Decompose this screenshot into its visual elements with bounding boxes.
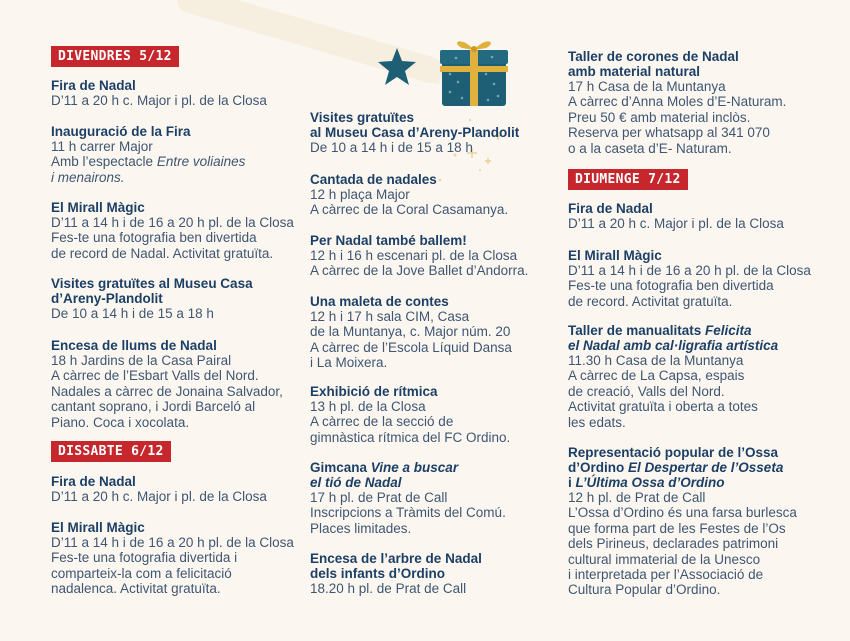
event-line: 12 h i 17 h sala CIM, Casa xyxy=(310,309,470,324)
event-title: El Mirall Màgic xyxy=(51,200,145,215)
event-title: Inauguració de la Fira xyxy=(51,124,191,139)
event-title: Taller de corones de Nadal xyxy=(568,49,739,64)
event-line: gimnàstica rítmica del FC Ordino. xyxy=(310,429,511,445)
event-line: 12 h plaça Major xyxy=(310,187,410,202)
event-line: A càrrec de La Capsa, espais xyxy=(568,368,745,384)
event-title: Encesa de llums de Nadal xyxy=(51,338,217,353)
event-title-italic: El Despertar de l’Osseta xyxy=(628,460,784,475)
day-badge-friday: DIVENDRES 5/12 xyxy=(51,46,179,67)
event-line: de record. Activitat gratuïta. xyxy=(568,293,733,309)
day-badge-sunday: DIUMENGE 7/12 xyxy=(568,169,688,190)
event-maleta-contes xyxy=(310,294,555,371)
event-title: d’Areny-Plandolit xyxy=(51,291,163,306)
event-title xyxy=(310,460,555,475)
event-encesa-arbre xyxy=(310,551,555,596)
event-line: de record de Nadal. Activitat gratuïta. xyxy=(51,245,274,261)
event-text: Amb l’espectacle xyxy=(51,154,157,170)
event-title: Cantada de nadales xyxy=(310,172,437,187)
event-gimcana xyxy=(310,460,555,536)
event-line: dels Pirineus, declarades patrimoni xyxy=(568,536,779,552)
event-title-text: d’Ordino xyxy=(568,460,628,475)
event-line xyxy=(51,170,296,185)
event-title-italic: el Nadal amb cal·ligrafia artística xyxy=(568,338,779,353)
event-line: Activitat gratuïta i oberta a totes xyxy=(568,399,758,415)
event-ossa-ordino xyxy=(568,445,838,598)
event-title: al Museu Casa d’Areny-Plandolit xyxy=(310,125,520,140)
event-line: D’11 a 14 h i de 16 a 20 h pl. de la Closa xyxy=(51,215,294,230)
event-line: A càrrec de l’Esbart Valls del Nord. xyxy=(51,368,259,384)
event-title: Per Nadal també ballem! xyxy=(310,233,467,248)
event-line xyxy=(51,154,296,169)
event-title: Visites gratuïtes xyxy=(310,110,415,125)
event-inauguracio xyxy=(51,124,296,185)
event-title-text: i xyxy=(568,475,576,490)
event-mirall-fri xyxy=(51,200,296,261)
event-cantada-nadales xyxy=(310,172,555,218)
event-line: 12 h pl. de Prat de Call xyxy=(568,490,706,505)
event-line: Fes-te una fotografia ben divertida xyxy=(51,230,257,246)
event-line: D’11 a 20 h c. Major i pl. de la Closa xyxy=(568,216,784,231)
event-title: Encesa de l’arbre de Nadal xyxy=(310,551,482,566)
event-line: que forma part de les Festes de l’Os xyxy=(568,520,786,536)
event-title-italic: i menairons. xyxy=(51,169,125,185)
event-title: Fira de Nadal xyxy=(51,78,136,93)
event-line: A càrrec de la Jove Ballet d’Andorra. xyxy=(310,263,529,279)
event-exhibicio-ritmica xyxy=(310,384,555,445)
gift-icon xyxy=(436,30,512,110)
event-line: Preu 50 € amb material inclòs. xyxy=(568,109,751,125)
event-title: amb material natural xyxy=(568,64,701,79)
event-line: D’11 a 20 h c. Major i pl. de la Closa xyxy=(51,489,267,504)
event-encesa-llums xyxy=(51,338,296,430)
event-title xyxy=(310,475,555,490)
day-badge-saturday: DISSABTE 6/12 xyxy=(51,441,171,462)
event-line: Cultura Popular d’Ordino. xyxy=(568,582,721,598)
event-title-italic: Entre voliaines xyxy=(156,154,246,170)
event-line: A càrrec de l’Escola Líquid Dansa xyxy=(310,339,512,355)
event-line: Fes-te una fotografia divertida i xyxy=(51,550,238,566)
event-title-italic: el tió de Nadal xyxy=(310,475,402,490)
event-title: Fira de Nadal xyxy=(568,201,653,216)
event-title xyxy=(568,475,838,490)
event-line: o a la caseta d’E- Naturam. xyxy=(568,140,732,156)
event-line: i interpretada per l’Associació de xyxy=(568,567,764,583)
event-title-text: Taller de manualitats xyxy=(568,323,706,338)
event-fira-nadal-fri xyxy=(51,78,296,108)
event-line: 13 h pl. de la Closa xyxy=(310,399,426,414)
event-line: nadalenca. Activitat gratuïta. xyxy=(51,581,221,597)
event-line: comparteix-la com a felicitació xyxy=(51,565,232,581)
event-title: El Mirall Màgic xyxy=(568,248,662,263)
event-line: les edats. xyxy=(568,414,626,430)
event-line: Inscripcions a Tràmits del Comú. xyxy=(310,505,506,521)
event-title xyxy=(568,460,838,475)
event-fira-nadal-sun xyxy=(568,201,838,231)
event-line: De 10 a 14 h i de 15 a 18 h xyxy=(51,306,214,321)
event-mirall-sat xyxy=(51,520,296,597)
event-title xyxy=(568,323,838,338)
event-line: D’11 a 20 h c. Major i pl. de la Closa xyxy=(51,93,267,108)
event-line: D’11 a 14 h i de 16 a 20 h pl. de la Closa xyxy=(51,535,294,550)
event-line: D’11 a 14 h i de 16 a 20 h pl. de la Closa xyxy=(568,263,811,278)
event-title: dels infants d’Ordino xyxy=(310,566,446,581)
event-line: i La Moixera. xyxy=(310,355,388,371)
event-title-italic: Vine a buscar xyxy=(370,460,459,475)
event-title: Visites gratuïtes al Museu Casa xyxy=(51,276,253,291)
event-line: 17 h pl. de Prat de Call xyxy=(310,490,448,505)
event-line: cultural immaterial de la Unesco xyxy=(568,551,761,567)
event-line: 11 h carrer Major xyxy=(51,139,153,154)
event-title: El Mirall Màgic xyxy=(51,520,145,535)
event-line: 17 h Casa de la Muntanya xyxy=(568,79,726,94)
event-line: de la Muntanya, c. Major núm. 20 xyxy=(310,324,511,340)
event-line: A càrrec de la secció de xyxy=(310,414,454,430)
event-taller-corones xyxy=(568,49,838,156)
event-line: L’Ossa d’Ordino és una farsa burlesca xyxy=(568,505,797,521)
event-line: Places limitades. xyxy=(310,520,412,536)
event-line: Piano. Coca i xocolata. xyxy=(51,414,190,430)
event-visites-museu-sat xyxy=(310,110,555,155)
event-line: 11.30 h Casa de la Muntanya xyxy=(568,353,744,368)
event-line: Reserva per whatsapp al 341 070 xyxy=(568,125,770,141)
event-title xyxy=(568,338,838,353)
event-title: Exhibició de rítmica xyxy=(310,384,438,399)
event-title: Una maleta de contes xyxy=(310,294,449,309)
event-line: A càrrec d’Anna Moles d’E-Naturam. xyxy=(568,94,787,110)
event-title-italic: Felicita xyxy=(705,323,752,338)
star-icon xyxy=(376,46,418,88)
event-line: 12 h i 16 h escenari pl. de la Closa xyxy=(310,248,518,263)
event-line: A càrrec de la Coral Casamanya. xyxy=(310,202,509,218)
event-title: Fira de Nadal xyxy=(51,474,136,489)
event-title-text: Gimcana xyxy=(310,460,371,475)
event-line: De 10 a 14 h i de 15 a 18 h xyxy=(310,140,473,155)
event-per-nadal-ballem xyxy=(310,233,555,279)
event-line: cantant soprano, i Jordi Barceló al xyxy=(51,399,256,415)
event-line: 18 h Jardins de la Casa Pairal xyxy=(51,353,232,368)
event-title-italic: L’Última Ossa d’Ordino xyxy=(575,475,725,490)
event-visites-museu-fri xyxy=(51,276,296,321)
event-title: Representació popular de l’Ossa xyxy=(568,445,779,460)
event-line: Fes-te una fotografia ben divertida xyxy=(568,278,774,294)
event-fira-nadal-sat xyxy=(51,474,296,504)
event-line: Nadales a càrrec de Jonaina Salvador, xyxy=(51,383,283,399)
event-taller-manualitats xyxy=(568,323,838,430)
event-line: 18.20 h pl. de Prat de Call xyxy=(310,581,467,596)
event-mirall-sun xyxy=(568,248,838,309)
event-line: de creació, Valls del Nord. xyxy=(568,383,725,399)
